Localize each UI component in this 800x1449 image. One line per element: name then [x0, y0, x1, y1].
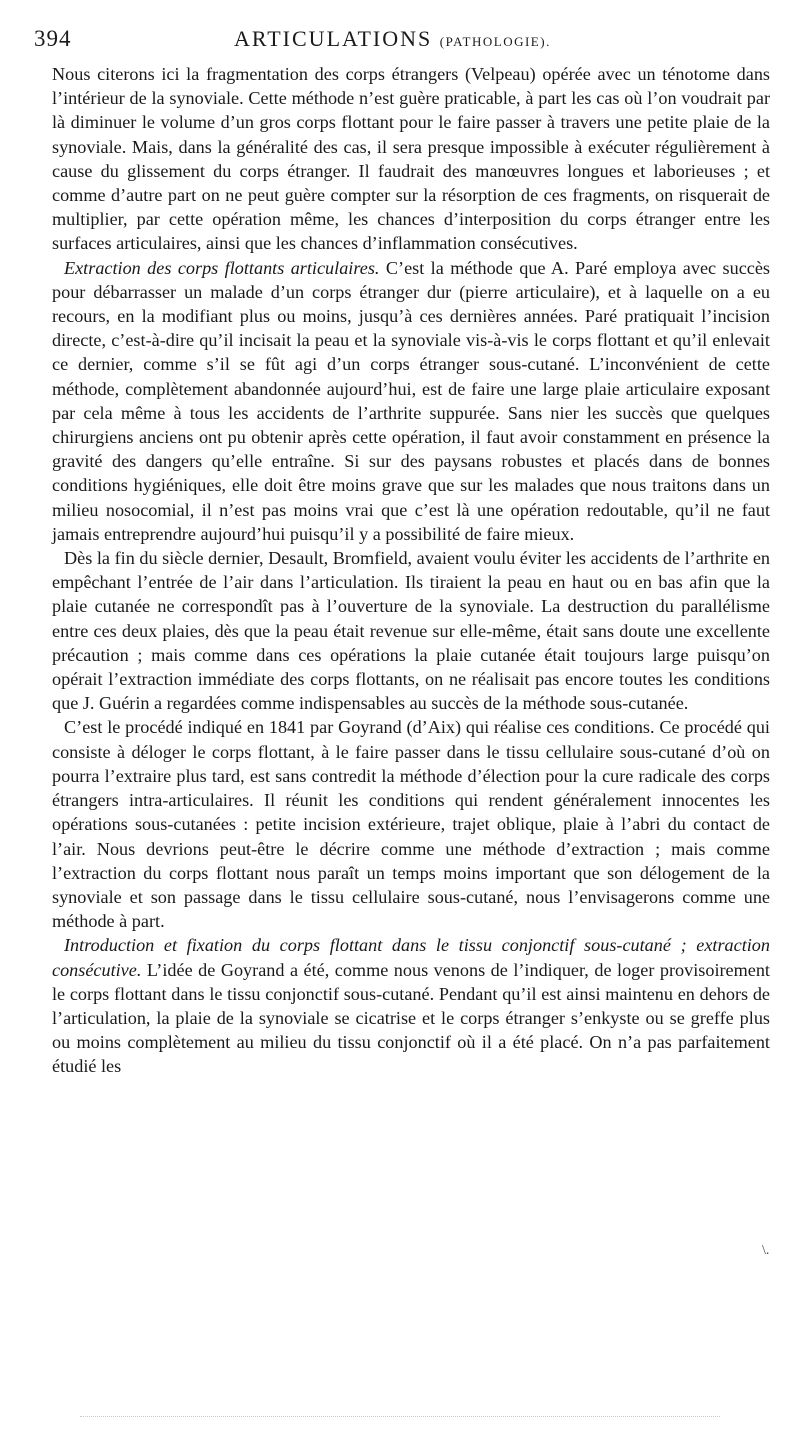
paragraph-2-text: C’est la méthode que A. Paré employa avec succès pour débarrasser un malade d’un corps étranger dur (pierre articulaire), et à laquelle on a eu recours, en la modifiant plus ou moins, jusqu’à ces dernières années. Paré pratiquait l’incision directe, c’est-à-dire qu’il incisait la peau et la synoviale vis-à-vis le corps flottant et qu’il enlevait ce dernier, comme s’il se fût agi d’un corps étranger sous-cutané. L’inconvénient de cette méthode, complètement abandonnée aujourd’hui, est de faire une large plaie articulaire exposant par cela même à tous les accidents de l’arthrite suppurée. Sans nier les succès que quelques chirurgiens anciens ont pu obtenir après cette opération, il faut avoir constamment en présence la gravité des dangers qu’elle entraîne. Si sur des paysans robustes et placés dans de bonnes conditions hygiéniques, elle doit être moins grave que sur les malades que nous traitons dans un milieu nosocomial, il n’est pas moins vrai que c’est là une opération redoutable, qu’il ne faut jamais entreprendre aujourd’hui puisqu’il y a possibilité de faire mieux.: [52, 257, 770, 544]
page-header: [34, 26, 774, 56]
paragraph-5-text: L’idée de Goyrand a été, comme nous venons de l’indiquer, de loger provisoirement le corps flottant dans le tissu conjonctif sous-cutané. Pendant qu’il est ainsi maintenu en dehors de l’articulation, la plaie de la synoviale se cicatrise et le corps étranger s’enkyste ou se greffe plus ou moins complètement au milieu du tissu conjonctif où il a été placé. On n’a pas parfaitement étudié les: [52, 959, 770, 1077]
running-head-sub: (PATHOLOGIE).: [439, 34, 551, 49]
paragraph-1: [52, 62, 770, 256]
paragraph-5: [52, 933, 770, 1078]
paragraph-2-heading: Extraction des corps flottants articulaires.: [64, 257, 380, 278]
paragraph-2: [52, 256, 770, 546]
footer-print-noise: [80, 1410, 720, 1417]
body-text: [52, 62, 770, 1079]
paragraph-3-text: Dès la fin du siècle dernier, Desault, Bromfield, avaient voulu éviter les accidents de l’arthrite en empêchant l’entrée de l’air dans l’articulation. Ils tiraient la peau en haut ou en bas afin que la plaie cutanée ne correspondît pas à l’ouverture de la synoviale. La destruction du parallélisme entre ces deux plaies, dès que la peau était revenue sur elle-même, était sans doute une excellente précaution ; mais comme dans ces opérations la plaie cutanée était toujours large puisqu’on opérait l’extraction immédiate des corps flottants, on ne réalisait pas encore toutes les conditions que J. Guérin a regardées comme indispensables au succès de la méthode sous-cutanée.: [52, 548, 770, 714]
paragraph-5-heading: Introduction et fixation du corps flottant dans le tissu conjonctif sous-cutané ; extraction consécutive.: [52, 935, 770, 980]
running-head-main: ARTICULATIONS: [234, 26, 433, 51]
paragraph-1-text: Nous citerons ici la fragmentation des corps étrangers (Velpeau) opérée avec un ténotome dans l’intérieur de la synoviale. Cette méthode n’est guère praticable, à part les cas où l’on voudrait par là diminuer le volume d’un gros corps flottant pour le faire passer à travers une petite plaie de la synoviale. Mais, dans la généralité des cas, il sera presque impossible à exécuter régulièrement à cause du glissement du corps étranger. Il faudrait des manœuvres longues et laborieuses ; et comme d’autre part on ne peut guère compter sur la résorption de ces fragments, on risquerait de multiplier, par cette opération même, les chances d’interposition du corps étranger entre les surfaces articulaires, ainsi que les chances d’inflammation consécutives.: [52, 64, 770, 254]
paragraph-4-text: C’est le procédé indiqué en 1841 par Goyrand (d’Aix) qui réalise ces conditions. Ce procédé qui consiste à déloger le corps flottant, à le faire passer dans le tissu cellulaire sous-cutané d’où on pourra l’extraire plus tard, est sans contredit la méthode d’élection pour la cure radicale des corps étrangers intra-articulaires. Il réunit les conditions qui rendent généralement innocentes les opérations sous-cutanées : petite incision extérieure, trajet oblique, plaie à l’abri du contact de l’air. Nous devrions peut-être le décrire comme une méthode d’extraction ; mais comme l’extraction du corps flottant nous paraît un temps moins important que son délogement de la synoviale et son passage dans le tissu cellulaire sous-cutané, nous l’envisagerons comme une méthode à part.: [52, 717, 770, 932]
paragraph-3: [52, 546, 770, 715]
margin-mark: \.: [762, 1243, 770, 1258]
page-number: 394: [34, 26, 72, 51]
running-head: [234, 26, 551, 52]
paragraph-4: [52, 715, 770, 933]
